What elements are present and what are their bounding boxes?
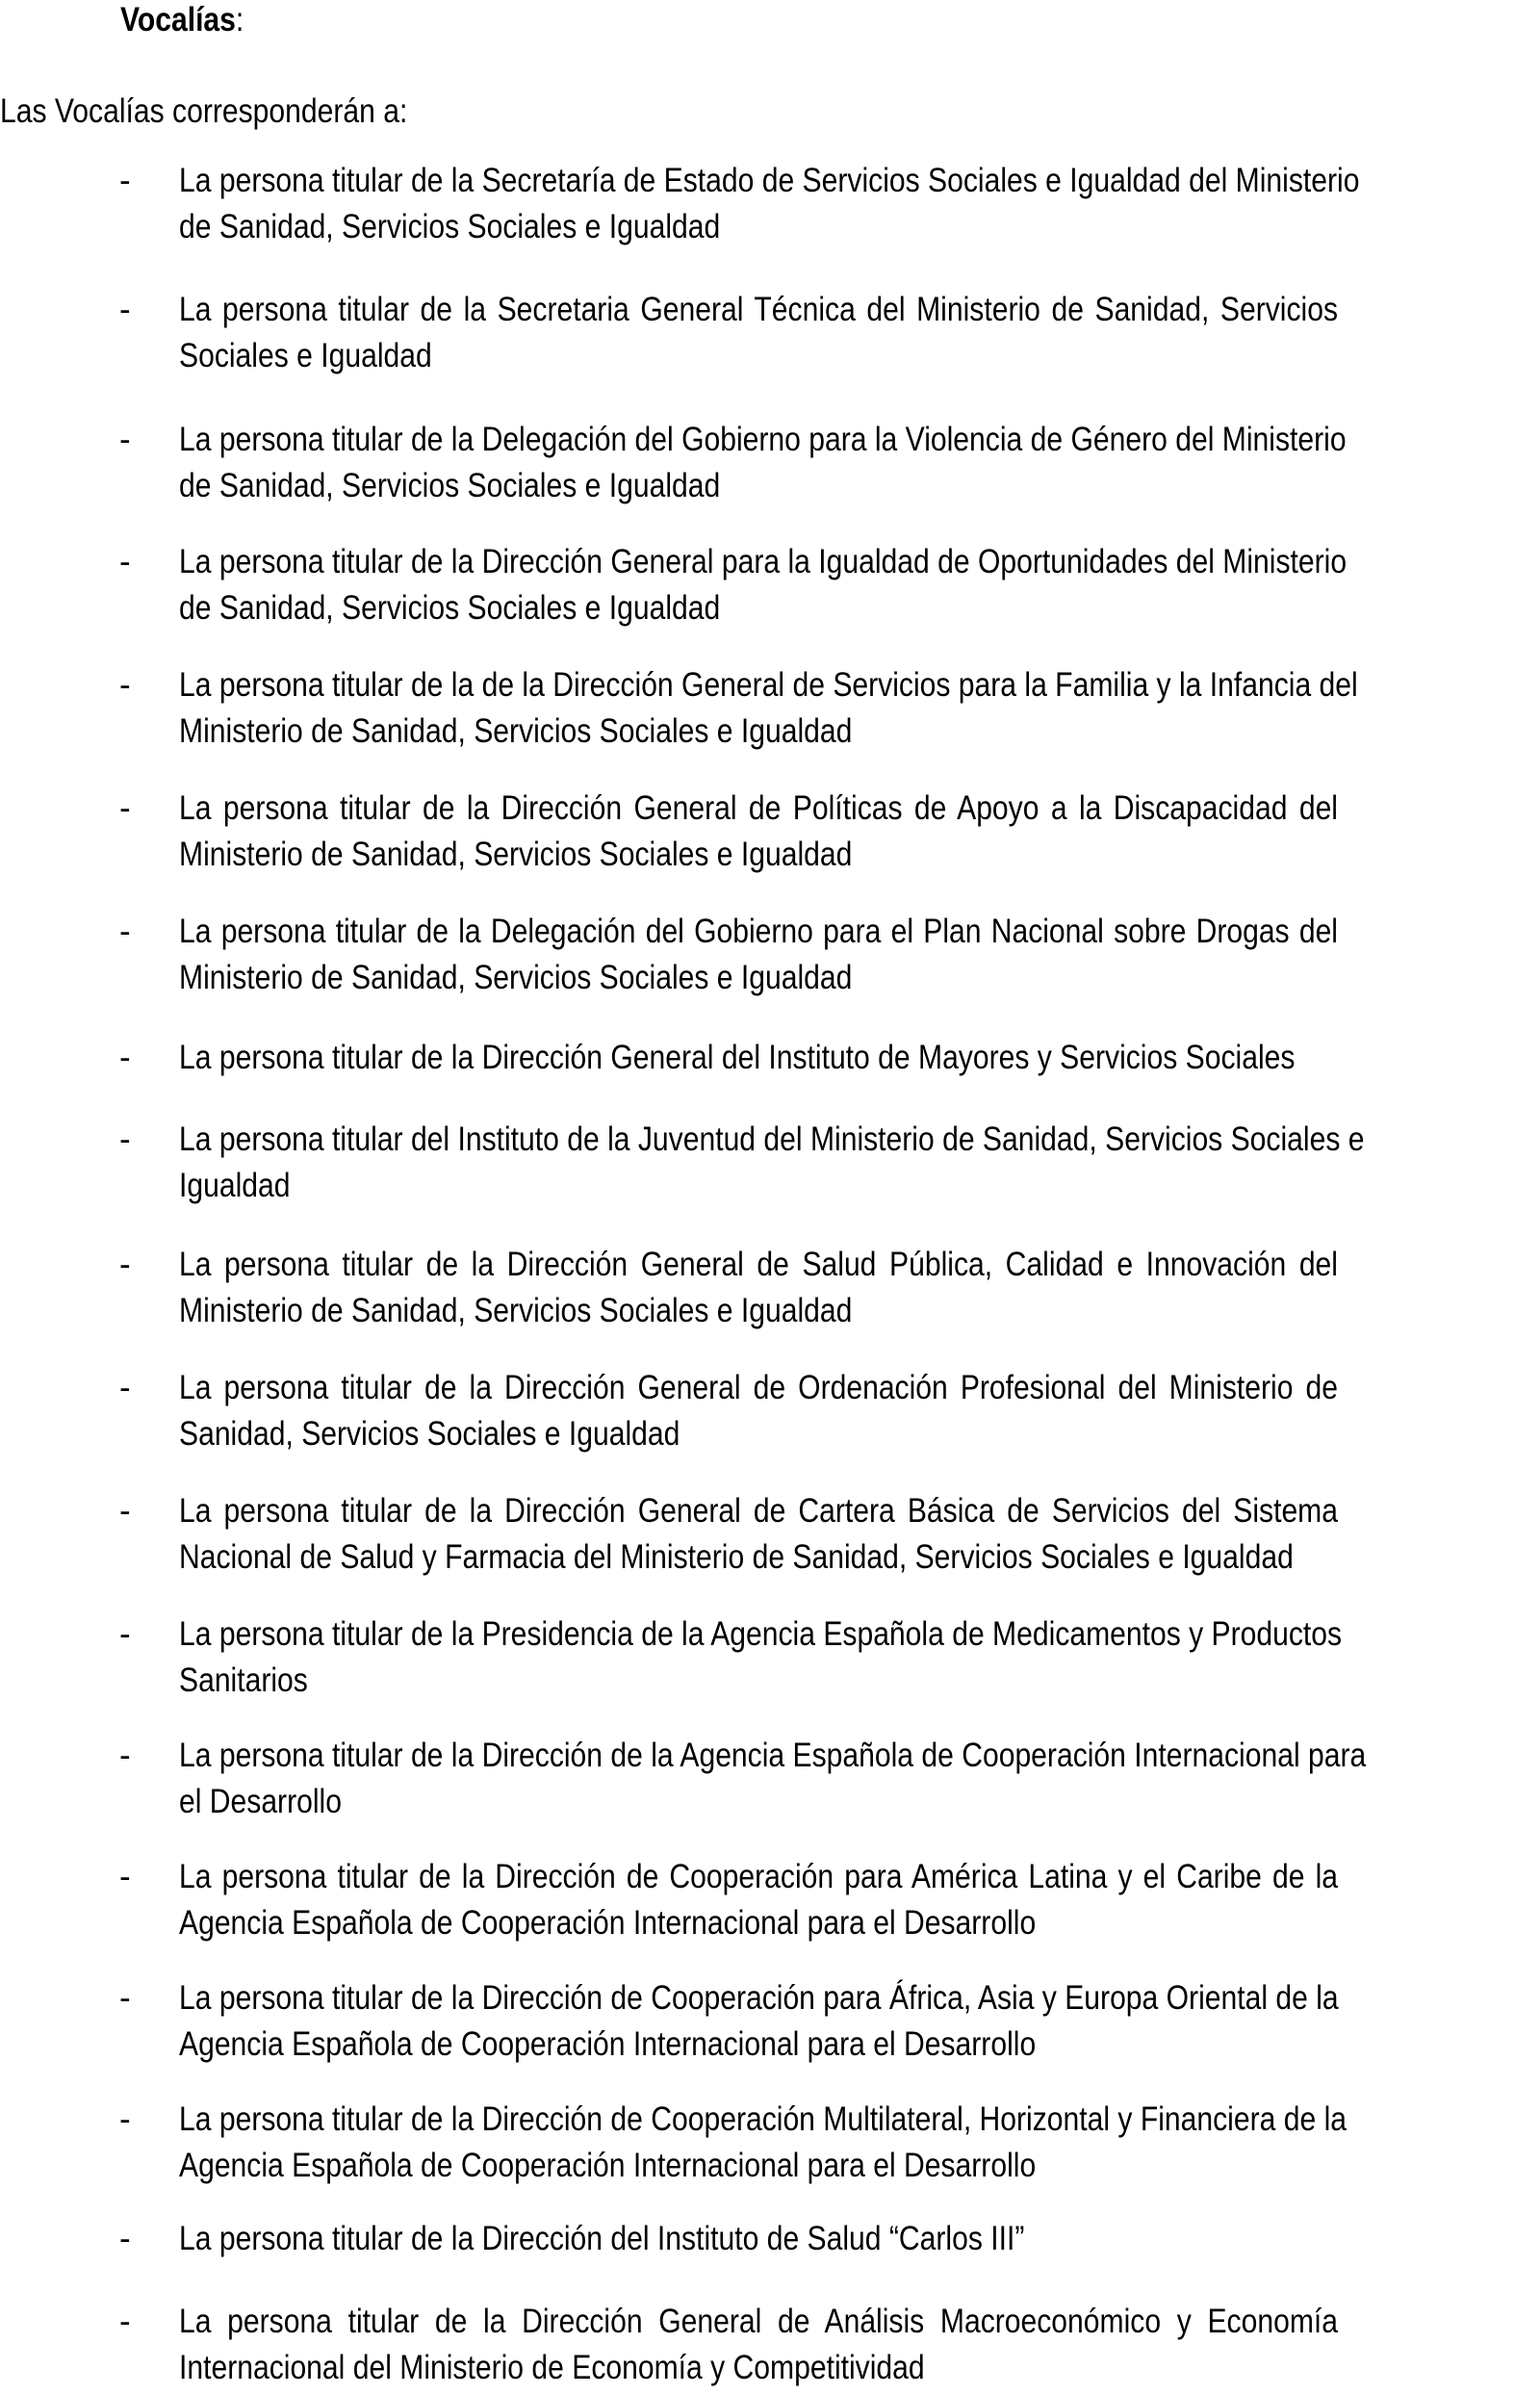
list-item-line-1: La persona titular de la Dirección de la Agencia Española de Cooperación Internacional para xyxy=(179,1737,1367,1774)
list-item-line-1: La persona titular de la Dirección de Cooperación Multilateral, Horizontal y Financiera de la xyxy=(179,2100,1348,2138)
list-bullet: - xyxy=(119,162,131,199)
list-item-line-2: Nacional de Salud y Farmacia del Ministerio de Sanidad, Servicios Sociales e Igualdad xyxy=(179,1538,1294,1576)
list-item-line-2: Ministerio de Sanidad, Servicios Sociales e Igualdad xyxy=(179,959,853,996)
list-item-line-2: Sanitarios xyxy=(179,1661,308,1699)
list-bullet: - xyxy=(119,1369,131,1406)
list-bullet: - xyxy=(119,1120,131,1158)
list-item xyxy=(0,1611,1540,1708)
list-item xyxy=(0,1242,1540,1338)
list-item xyxy=(0,287,1540,383)
list-item-line-1: La persona titular de la Secretaria General Técnica del Ministerio de Sanidad, Servicios xyxy=(179,291,1338,328)
list-bullet: - xyxy=(119,1737,131,1774)
list-item-line-2: Sanidad, Servicios Sociales e Igualdad xyxy=(179,1415,680,1453)
list-item xyxy=(0,158,1540,254)
list-item-line-1: La persona titular de la Secretaría de Estado de Servicios Sociales e Igualdad del Ministerio xyxy=(179,162,1360,199)
intro-paragraph: Las Vocalías corresponderán a: xyxy=(0,92,408,130)
list-bullet: - xyxy=(119,666,131,704)
list-item-line-1: La persona titular de la Dirección de Cooperación para África, Asia y Europa Oriental de la xyxy=(179,1979,1339,2017)
list-bullet: - xyxy=(119,913,131,950)
list-item-line-2: Sociales e Igualdad xyxy=(179,337,432,374)
list-item-line-1: La persona titular de la Dirección General del Instituto de Mayores y Servicios Sociales xyxy=(179,1039,1296,1076)
section-heading-label: Vocalías xyxy=(120,1,236,39)
list-item-line-1: La persona titular del Instituto de la Juventud del Ministerio de Sanidad, Servicios Sociales e xyxy=(179,1120,1365,1158)
list-item-line-1: La persona titular de la Dirección de Cooperación para América Latina y el Caribe de la xyxy=(179,1858,1338,1895)
list-item-line-2: Ministerio de Sanidad, Servicios Sociales e Igualdad xyxy=(179,836,853,873)
list-bullet: - xyxy=(119,291,131,328)
list-item-line-1: La persona titular de la Delegación del Gobierno para el Plan Nacional sobre Drogas del xyxy=(179,913,1338,950)
list-item-line-1: La persona titular de la Dirección General de Cartera Básica de Servicios del Sistema xyxy=(179,1492,1338,1530)
list-bullet: - xyxy=(119,2303,131,2340)
list-item-line-2: Ministerio de Sanidad, Servicios Sociales e Igualdad xyxy=(179,1292,853,1329)
list-item-line-2: Internacional del Ministerio de Economía y Competitividad xyxy=(179,2349,925,2386)
list-item-line-1: La persona titular de la Dirección General de Análisis Macroeconómico y Economía xyxy=(179,2303,1338,2340)
list-item xyxy=(0,785,1540,882)
list-item-line-2: de Sanidad, Servicios Sociales e Igualdad xyxy=(179,589,721,627)
list-item xyxy=(0,909,1540,1005)
list-item-line-2: Ministerio de Sanidad, Servicios Sociales e Igualdad xyxy=(179,712,853,750)
list-item xyxy=(0,417,1540,513)
list-item xyxy=(0,539,1540,635)
list-bullet: - xyxy=(119,789,131,827)
list-item-line-1: La persona titular de la Dirección General para la Igualdad de Oportunidades del Ministerio xyxy=(179,543,1348,580)
list-item-line-1: La persona titular de la Presidencia de la Agencia Española de Medicamentos y Productos xyxy=(179,1615,1343,1653)
list-item xyxy=(0,1365,1540,1461)
list-item-line-1: La persona titular de la Dirección del Instituto de Salud “Carlos III” xyxy=(179,2220,1025,2257)
list-item xyxy=(0,662,1540,759)
list-item-line-1: La persona titular de la Dirección General de Salud Pública, Calidad e Innovación del xyxy=(179,1246,1338,1283)
list-item-line-2: Agencia Española de Cooperación Internacional para el Desarrollo xyxy=(179,2025,1037,2063)
list-item xyxy=(0,1975,1540,2072)
list-bullet: - xyxy=(119,421,131,458)
list-item-line-2: de Sanidad, Servicios Sociales e Igualdad xyxy=(179,208,721,245)
list-bullet: - xyxy=(119,1039,131,1076)
list-item-line-1: La persona titular de la Dirección General de Políticas de Apoyo a la Discapacidad del xyxy=(179,789,1338,827)
list-item-line-1: La persona titular de la Dirección General de Ordenación Profesional del Ministerio de xyxy=(179,1369,1338,1406)
list-item-line-2: Agencia Española de Cooperación Internacional para el Desarrollo xyxy=(179,1904,1037,1942)
list-bullet: - xyxy=(119,2100,131,2138)
list-item xyxy=(0,1854,1540,1950)
list-item-line-2: Igualdad xyxy=(179,1167,291,1204)
list-bullet: - xyxy=(119,543,131,580)
list-item-line-1: La persona titular de la de la Dirección General de Servicios para la Familia y la Infancia del xyxy=(179,666,1358,704)
list-item xyxy=(0,2299,1540,2395)
list-bullet: - xyxy=(119,1246,131,1283)
list-item-line-1: La persona titular de la Delegación del Gobierno para la Violencia de Género del Ministerio xyxy=(179,421,1347,458)
section-heading xyxy=(120,0,244,40)
list-bullet: - xyxy=(119,1492,131,1530)
list-item xyxy=(0,1733,1540,1829)
list-bullet: - xyxy=(119,1979,131,2017)
list-bullet: - xyxy=(119,1615,131,1653)
list-item xyxy=(0,1117,1540,1213)
list-item xyxy=(0,1488,1540,1584)
list-item-line-2: el Desarrollo xyxy=(179,1783,342,1820)
list-item xyxy=(0,2216,1540,2312)
list-bullet: - xyxy=(119,1858,131,1895)
list-item-line-2: Agencia Española de Cooperación Internacional para el Desarrollo xyxy=(179,2147,1037,2184)
section-heading-colon: : xyxy=(235,1,244,39)
list-bullet: - xyxy=(119,2220,131,2257)
list-item xyxy=(0,2097,1540,2193)
list-item-line-2: de Sanidad, Servicios Sociales e Igualdad xyxy=(179,467,721,504)
